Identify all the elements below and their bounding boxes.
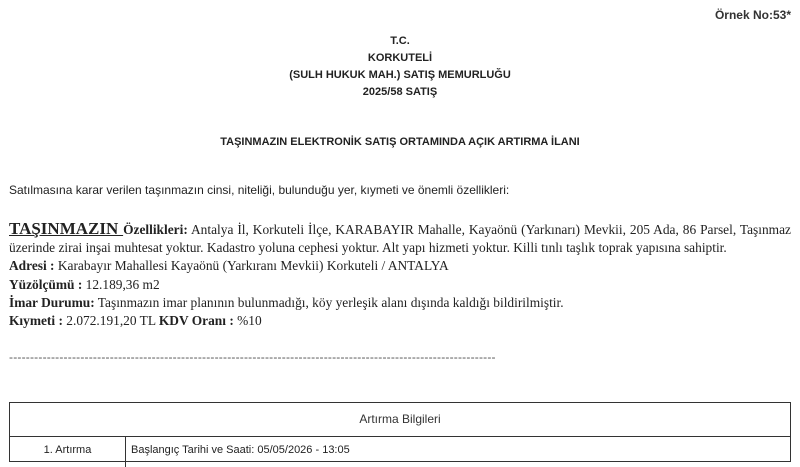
- auction-round-label: 1. Artırma: [10, 437, 126, 467]
- header-line-office: (SULH HUKUK MAH.) SATIŞ MEMURLUĞU: [289, 69, 511, 81]
- address-label: Adresi :: [9, 258, 55, 274]
- sample-number: Örnek No:53*: [714, 8, 791, 22]
- property-features-paragraph: [9, 220, 791, 257]
- value-label: Kıymeti :: [9, 313, 63, 329]
- header-line-district: KORKUTELİ: [367, 52, 433, 64]
- auction-round-value: Başlangıç Tarihi ve Saati: 05/05/2026 - 13:05: [131, 444, 350, 456]
- court-header: [0, 33, 800, 101]
- features-label: Özellikleri:: [123, 222, 188, 237]
- zoning-value: Taşınmazın imar planının bulunmadığı, köy yerleşik alanı dışında kaldığı bildirilmiştir.: [94, 294, 564, 310]
- area-line: [9, 276, 791, 294]
- vat-label: KDV Oranı :: [158, 313, 234, 329]
- value-line: [9, 312, 791, 330]
- value-amount: 2.072.191,20 TL: [62, 313, 159, 329]
- property-details: [9, 220, 791, 330]
- features-text: Antalya İl, Korkuteli İlçe, KARABAYIR Mahalle, Kayaönü (Yarkınarı) Mevkii, 205 Ada, 86 Parsel, Taşınmaz üzerinde zirai inşai muhtesat yoktur. Kadastro yoluna cephesi yoktur. Alt yapı hizmeti yoktur. Killi tınlı taşlık toprak yapısına sahiptir.: [9, 222, 791, 256]
- intro-text: Satılmasına karar verilen taşınmazın cinsi, niteliği, bulunduğu yer, kıymeti ve önemli özellikleri:: [9, 183, 510, 197]
- address-line: [9, 257, 791, 275]
- address-value: Karabayır Mahallesi Kayaönü (Yarkıranı Mevkii) Korkuteli / ANTALYA: [54, 258, 449, 274]
- property-heading: TAŞINMAZIN: [9, 219, 124, 238]
- dashed-divider: --------------------------------------------------------------------------------------------------------------------: [9, 350, 496, 364]
- header-line-case-number: 2025/58 SATIŞ: [362, 86, 438, 98]
- area-label: Yüzölçümü :: [9, 276, 83, 292]
- header-line-tc: T.C.: [390, 35, 410, 47]
- notice-title: TAŞINMAZIN ELEKTRONİK SATIŞ ORTAMINDA AÇIK ARTIRMA İLANI: [220, 136, 580, 148]
- zoning-label: İmar Durumu:: [9, 294, 95, 310]
- table-row: [10, 437, 790, 467]
- vat-value: %10: [233, 313, 262, 329]
- zoning-line: [9, 294, 791, 312]
- auction-info-table: [9, 402, 791, 462]
- auction-table-title: Artırma Bilgileri: [10, 403, 790, 437]
- area-value: 12.189,36 m2: [82, 276, 160, 292]
